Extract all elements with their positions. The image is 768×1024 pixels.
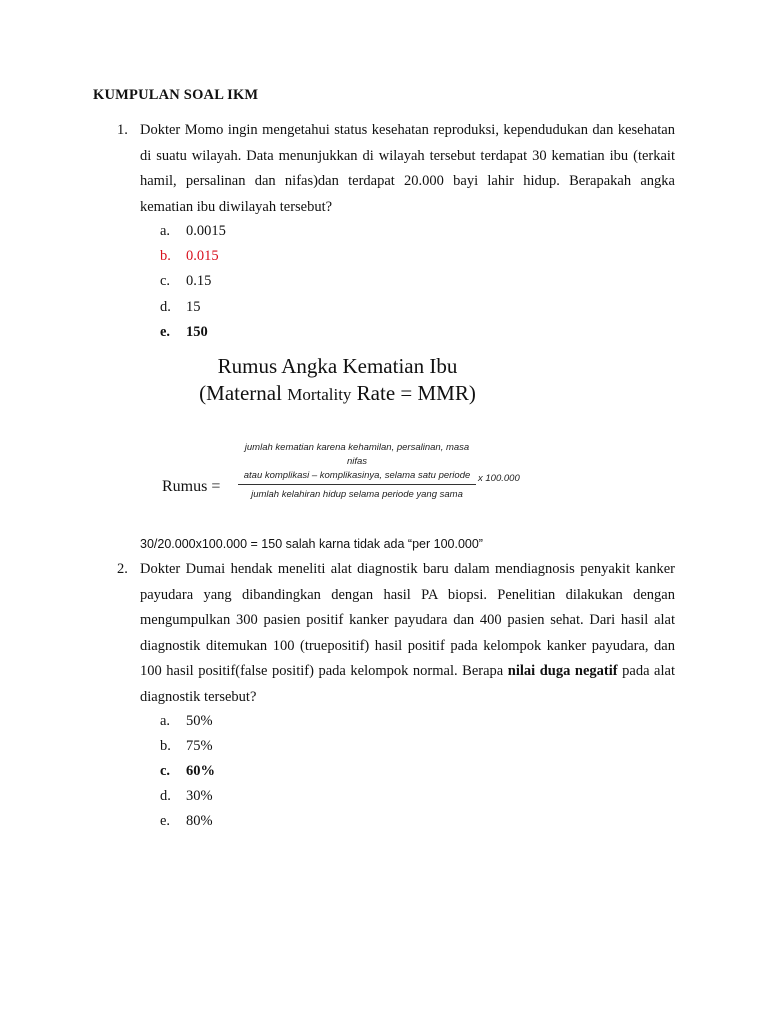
q1-option-a: a. 0.0015 [160, 223, 226, 239]
question-1-number: 1. [117, 122, 128, 138]
q2-option-a: a. 50% [160, 713, 213, 729]
formula-numerator-line1: jumlah kematian karena kehamilan, persalinan, masa nifas [244, 442, 470, 467]
q1-option-b: b. 0.015 [160, 248, 219, 264]
formula-denominator: jumlah kelahiran hidup selama periode yang sama [251, 489, 463, 500]
formula-title-line2: (Maternal Mortality Rate = MMR) [199, 381, 476, 405]
q1-option-c: c. 0.15 [160, 273, 212, 289]
q1-option-e: e. 150 [160, 324, 208, 340]
formula-numerator-line2: atau komplikasi – komplikasinya, selama satu periode [243, 470, 471, 481]
fraction-bar [238, 484, 476, 485]
question-2-text: Dokter Dumai hendak meneliti alat diagnostik baru dalam mendiagnosis penyakit kanker payudara yang dibandingkan dengan hasil PA biopsi. Penelitian dilakukan dengan mengumpulkan 300 pasien positif kanker payudara dan 400 pasien sehat. Dari hasil alat diagnostik ditemukan 100 (truepositif) hasil positif pada kelompok kanker payudara, dan 100 hasil positif(false positif) pada kelompok normal. Berapa nilai duga negatif pada alat diagnostik tersebut? [140, 561, 675, 705]
q1-option-d: d. 15 [160, 299, 201, 315]
question-1-text: Dokter Momo ingin mengetahui status kesehatan reproduksi, kependudukan dan kesehatan di suatu wilayah. Data menunjukkan di wilayah tersebut terdapat 30 kematian ibu (terkait hamil, persalinan dan nifas)dan terdapat 20.000 bayi lahir hidup. Berapakah angka kematian ibu diwilayah tersebut? [140, 122, 675, 215]
q2-option-d: d. 30% [160, 788, 213, 804]
calculation-note: 30/20.000x100.000 = 150 salah karna tidak ada “per 100.000” [140, 537, 483, 551]
q2-option-c: c. 60% [160, 763, 215, 779]
q2-option-b: b. 75% [160, 738, 213, 754]
q2-option-e: e. 80% [160, 813, 213, 829]
question-2-bold-term: nilai duga negatif [507, 663, 618, 679]
formula-title [170, 353, 505, 408]
formula-multiplier: x 100.000 [478, 473, 520, 484]
formula-fraction [238, 441, 476, 502]
rumus-label: Rumus = [162, 478, 221, 495]
page-title: KUMPULAN SOAL IKM [93, 87, 259, 103]
question-2-number: 2. [117, 561, 128, 577]
formula-title-line1: Rumus Angka Kematian Ibu [217, 354, 458, 378]
